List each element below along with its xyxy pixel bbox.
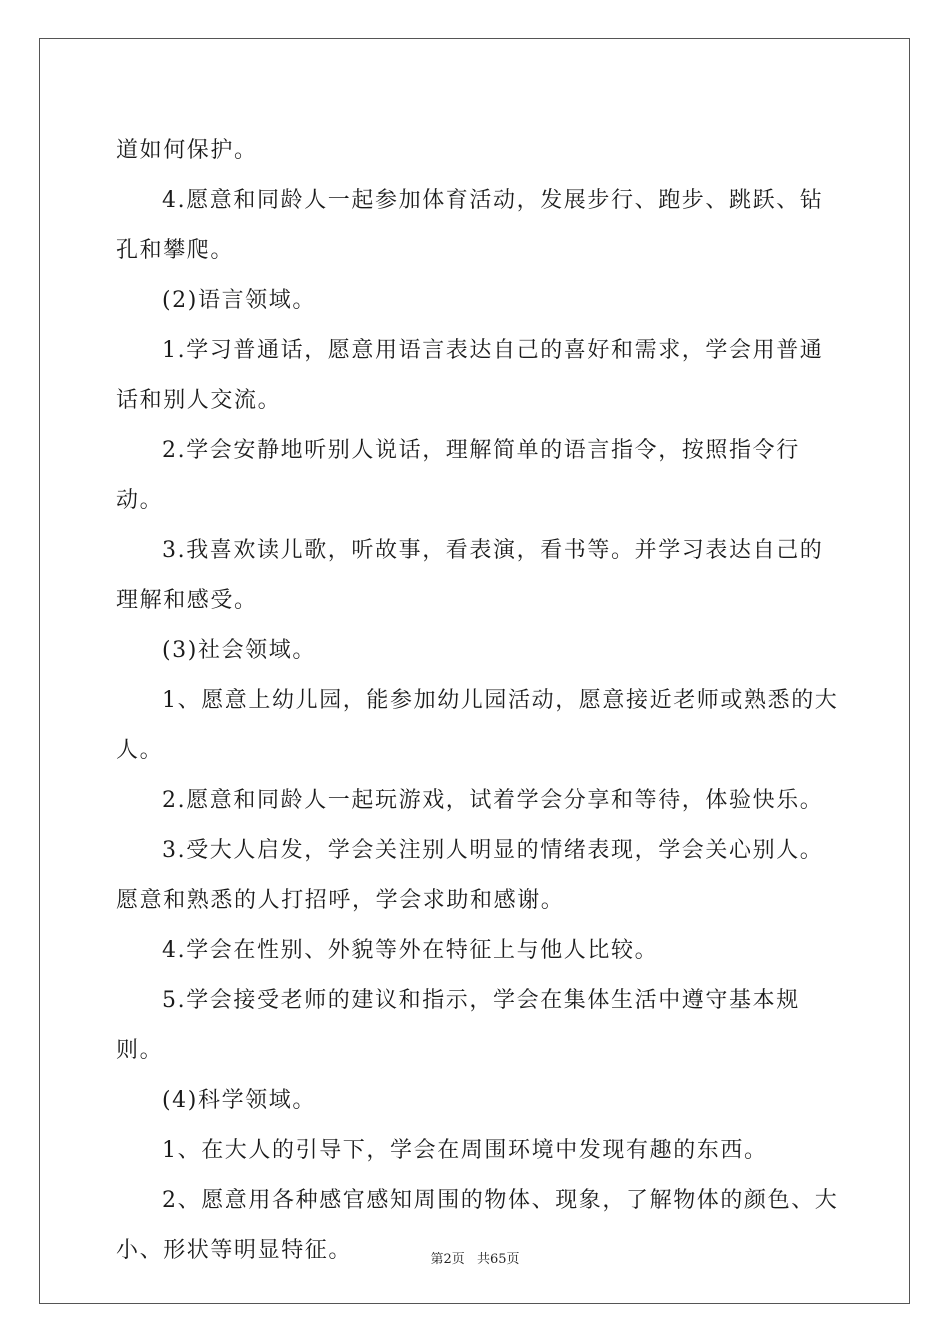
section-heading: (3)社会领域。 [162, 638, 316, 663]
paragraph: 3.受大人启发，学会关注别人明显的情绪表现，学会关心别人。愿意和熟悉的人打招呼，学会求助和感谢。 [116, 838, 824, 913]
paragraph: 5.学会接受老师的建议和指示，学会在集体生活中遵守基本规则。 [116, 988, 800, 1063]
paragraph: 4.愿意和同龄人一起参加体育活动，发展步行、跑步、跳跃、钻孔和攀爬。 [116, 188, 824, 263]
section-heading: (2)语言领域。 [162, 288, 316, 313]
paragraph: 2.愿意和同龄人一起玩游戏，试着学会分享和等待，体验快乐。 [162, 788, 824, 813]
page-footer [0, 1248, 950, 1267]
paragraph: 1、愿意上幼儿园，能参加幼儿园活动，愿意接近老师或熟悉的大人。 [116, 688, 839, 763]
paragraph: 4.学会在性别、外貌等外在特征上与他人比较。 [162, 938, 659, 963]
document-body [116, 126, 846, 1276]
paragraph: 1、在大人的引导下，学会在周围环境中发现有趣的东西。 [162, 1138, 768, 1163]
section-heading: (4)科学领域。 [162, 1088, 316, 1113]
paragraph: 3.我喜欢读儿歌，听故事，看表演，看书等。并学习表达自己的理解和感受。 [116, 538, 824, 613]
page-number: 第2页 [430, 1252, 465, 1267]
paragraph: 1.学习普通话，愿意用语言表达自己的喜好和需求，学会用普通话和别人交流。 [116, 338, 824, 413]
page-total: 共65页 [476, 1252, 520, 1267]
paragraph: 2.学会安静地听别人说话，理解简单的语言指令，按照指令行动。 [116, 438, 800, 513]
paragraph: 2、愿意用各种感官感知周围的物体、现象，了解物体的颜色、大小、形状等明显特征。 [116, 1188, 839, 1263]
paragraph: 道如何保护。 [116, 138, 258, 163]
